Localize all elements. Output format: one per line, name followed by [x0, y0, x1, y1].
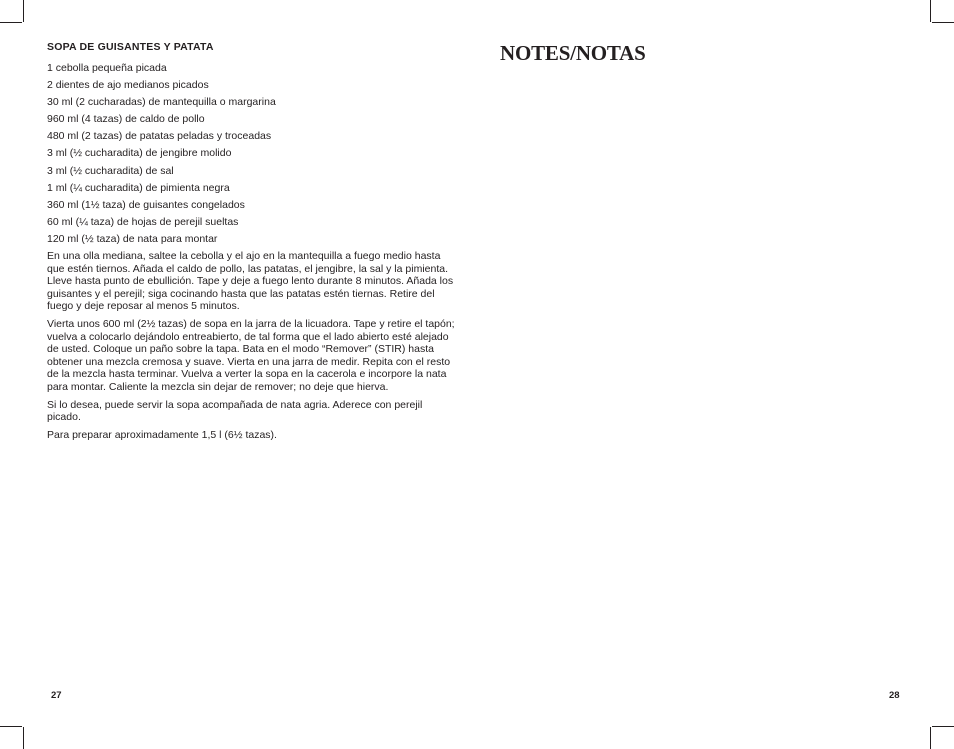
crop-mark-top-right — [932, 22, 954, 23]
notes-title: NOTES/NOTAS — [500, 41, 646, 65]
ingredient-item: 2 dientes de ajo medianos picados — [47, 79, 209, 92]
crop-mark-bottom-right — [930, 727, 931, 749]
crop-mark-top-right — [930, 0, 931, 22]
instruction-paragraph: Vierta unos 600 ml (2½ tazas) de sopa en la jarra de la licuadora. Tape y retire el tapón; vuelva a colocarlo dejándolo entreabierto, de tal forma que el lado abierto esté alejado de usted. Coloque un paño sobre la tapa. Bata en el modo “Remover” (STIR) hasta obtener una mezcla cremosa y suave. Vierta en una jarra de medir. Repita con el resto de la mezcla hasta terminar. Vuelva a verter la sopa en la cacerola e incorpore la nata para montar. Caliente la mezcla sin dejar de remover; no deje que hierva. — [47, 318, 455, 393]
ingredient-item: 360 ml (1½ taza) de guisantes congelados — [47, 198, 245, 211]
ingredient-item: 30 ml (2 cucharadas) de mantequilla o margarina — [47, 96, 276, 109]
page-number-right: 28 — [889, 690, 900, 701]
crop-mark-bottom-left — [0, 726, 22, 727]
instruction-paragraph: Si lo desea, puede servir la sopa acompañada de nata agria. Aderece con perejil picado. — [47, 398, 423, 424]
yield-note: Para preparar aproximadamente 1,5 l (6½ tazas). — [47, 428, 277, 441]
page-number-left: 27 — [51, 690, 62, 701]
ingredient-item: 60 ml (¼ taza) de hojas de perejil sueltas — [47, 215, 239, 228]
ingredient-item: 1 ml (¼ cucharadita) de pimienta negra — [47, 181, 230, 194]
ingredient-item: 120 ml (½ taza) de nata para montar — [47, 232, 218, 245]
ingredient-item: 3 ml (½ cucharadita) de jengibre molido — [47, 147, 232, 160]
crop-mark-top-left — [23, 0, 24, 22]
ingredient-list — [47, 62, 455, 246]
instruction-paragraph: En una olla mediana, saltee la cebolla y el ajo en la mantequilla a fuego medio hasta que estén tiernos. Añada el caldo de pollo, las patatas, el jengibre, la sal y la pimienta. Lleve hasta punto de ebullición. Tape y deje a fuego lento durante 8 minutos. Añada los guisantes y el perejil; siga cocinando hasta que las patatas estén tiernas. Retire del fuego y deje reposar al menos 5 minutos. — [47, 250, 454, 313]
recipe-page — [47, 40, 455, 446]
crop-mark-top-left — [0, 22, 22, 23]
crop-mark-bottom-right — [932, 726, 954, 727]
ingredient-item: 1 cebolla pequeña picada — [47, 62, 167, 74]
ingredient-item: 480 ml (2 tazas) de patatas peladas y troceadas — [47, 130, 272, 143]
crop-mark-bottom-left — [23, 727, 24, 749]
ingredient-item: 3 ml (½ cucharadita) de sal — [47, 164, 174, 177]
ingredient-item: 960 ml (4 tazas) de caldo de pollo — [47, 113, 205, 126]
recipe-title: SOPA DE GUISANTES Y PATATA — [47, 41, 214, 53]
